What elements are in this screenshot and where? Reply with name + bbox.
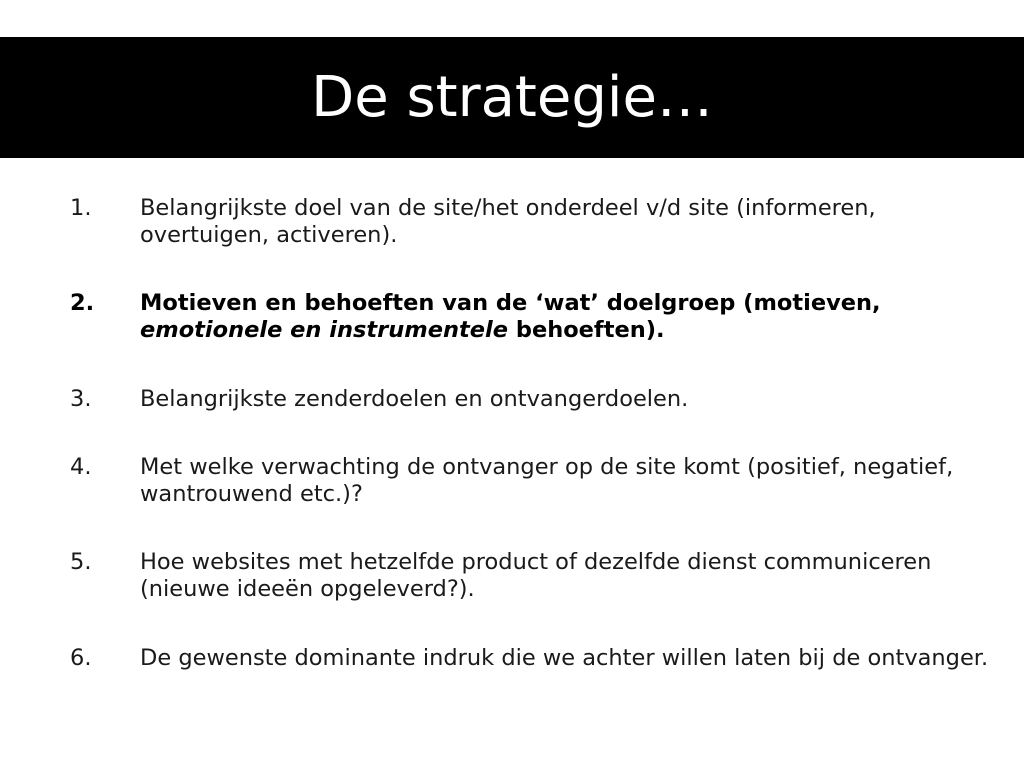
list-item-text-italic: emotionele en instrumentele	[140, 317, 508, 343]
list-item-text: De gewenste dominante indruk die we achter willen laten bij de ontvanger.	[140, 645, 989, 671]
slide-title: De strategie…	[311, 65, 713, 130]
list-item-text: Belangrijkste zenderdoelen en ontvangerdoelen.	[140, 386, 689, 412]
list-item-number: 6.	[70, 645, 92, 671]
list-item-number: 2.	[70, 290, 95, 316]
list-item-number: 4.	[70, 454, 92, 480]
list-item-text: Hoe websites met hetzelfde product of dezelfde dienst communiceren (nieuwe ideeën opgeleverd?).	[140, 549, 932, 602]
list-item-number: 1.	[70, 195, 92, 221]
list-item-number: 5.	[70, 549, 92, 575]
list-item-text-start: Motieven en behoeften van de ‘wat’ doelgroep (motieven,	[140, 290, 881, 316]
list-item-text-end: behoeften).	[508, 317, 665, 343]
list-item-number: 3.	[70, 386, 92, 412]
list-item-text: Met welke verwachting de ontvanger op de site komt (positief, negatief, wantrouwend etc.)?	[140, 454, 954, 507]
list-item-text	[140, 290, 990, 344]
list-item-text: Belangrijkste doel van de site/het onderdeel v/d site (informeren, overtuigen, activeren).	[140, 195, 876, 248]
